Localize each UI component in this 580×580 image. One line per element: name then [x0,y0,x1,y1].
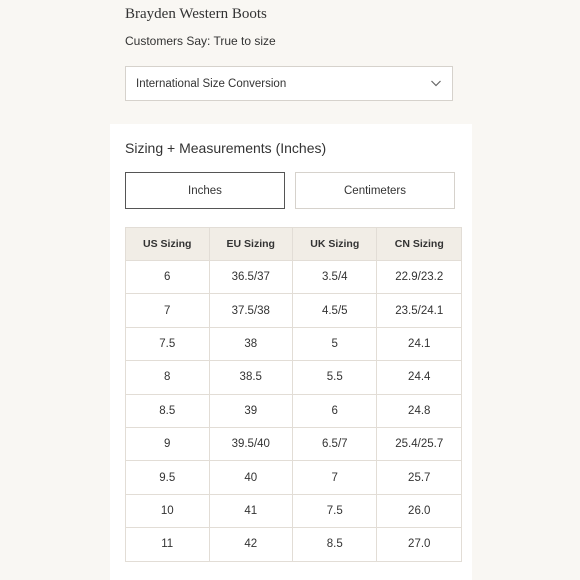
size-cell-uk: 5.5 [293,361,377,394]
chevron-down-icon [430,77,442,89]
size-cell-cn: 24.1 [377,327,462,360]
table-row [126,261,462,294]
product-title: Brayden Western Boots [125,6,267,22]
table-row [126,461,462,494]
centimeters-toggle-button[interactable] [295,172,455,209]
size-cell-us: 9.5 [126,461,210,494]
size-cell-eu: 38.5 [209,361,293,394]
sizing-panel [110,124,472,580]
size-cell-us: 11 [126,528,210,561]
sizing-section-title: Sizing + Measurements (Inches) [125,140,327,156]
table-row [126,494,462,527]
size-cell-cn: 26.0 [377,494,462,527]
size-cell-uk: 7.5 [293,494,377,527]
table-row [126,294,462,327]
column-header-uk: UK Sizing [293,228,377,261]
size-cell-eu: 39 [209,394,293,427]
size-cell-eu: 41 [209,494,293,527]
size-cell-cn: 23.5/24.1 [377,294,462,327]
size-cell-uk: 6.5/7 [293,427,377,460]
inches-label: Inches [188,184,222,197]
size-cell-us: 10 [126,494,210,527]
size-cell-us: 8.5 [126,394,210,427]
size-cell-us: 9 [126,427,210,460]
size-cell-eu: 42 [209,528,293,561]
table-row [126,427,462,460]
size-cell-uk: 8.5 [293,528,377,561]
column-header-us: US Sizing [126,228,210,261]
size-cell-cn: 24.8 [377,394,462,427]
size-cell-uk: 3.5/4 [293,261,377,294]
conversion-dropdown-label: International Size Conversion [136,77,287,90]
size-cell-us: 7 [126,294,210,327]
size-cell-eu: 40 [209,461,293,494]
size-cell-uk: 5 [293,327,377,360]
table-row [126,361,462,394]
inches-toggle-button[interactable] [125,172,285,209]
size-cell-eu: 39.5/40 [209,427,293,460]
table-header-row [126,228,462,261]
size-cell-us: 6 [126,261,210,294]
size-cell-uk: 7 [293,461,377,494]
size-cell-cn: 25.4/25.7 [377,427,462,460]
size-cell-uk: 6 [293,394,377,427]
size-cell-cn: 22.9/23.2 [377,261,462,294]
column-header-cn: CN Sizing [377,228,462,261]
size-cell-us: 7.5 [126,327,210,360]
column-header-eu: EU Sizing [209,228,293,261]
size-conversion-table [125,227,462,562]
size-cell-cn: 27.0 [377,528,462,561]
table-row [126,528,462,561]
table-row [126,394,462,427]
table-row [126,327,462,360]
size-cell-eu: 38 [209,327,293,360]
size-cell-eu: 36.5/37 [209,261,293,294]
size-cell-cn: 24.4 [377,361,462,394]
size-cell-eu: 37.5/38 [209,294,293,327]
size-cell-us: 8 [126,361,210,394]
centimeters-label: Centimeters [344,184,406,197]
international-size-conversion-dropdown[interactable] [125,66,453,101]
size-cell-uk: 4.5/5 [293,294,377,327]
fit-note: Customers Say: True to size [125,34,276,48]
size-cell-cn: 25.7 [377,461,462,494]
